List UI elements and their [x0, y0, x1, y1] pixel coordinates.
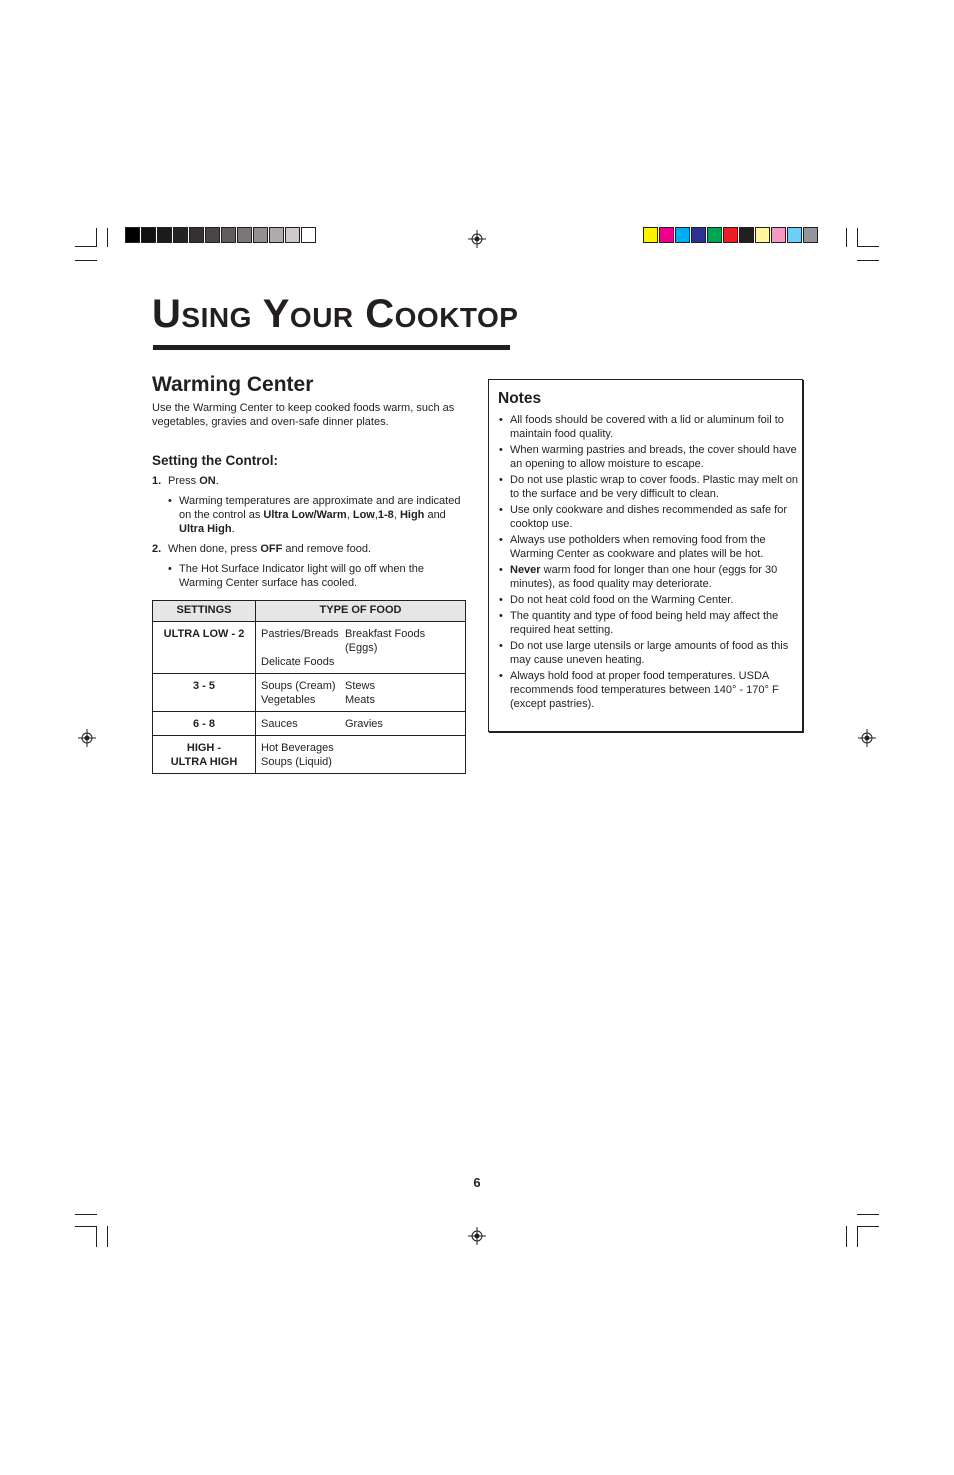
color-swatch — [189, 227, 204, 243]
notes-box — [488, 379, 803, 732]
crop-mark — [846, 1226, 847, 1247]
step-number: 2. — [152, 543, 162, 555]
registration-mark-icon — [858, 729, 876, 747]
color-swatch — [125, 227, 140, 243]
food-cell: Pastries/Breads Breakfast Foods (Eggs) Delicate Foods — [256, 622, 466, 674]
setting-cell: 6 - 8 — [153, 712, 256, 736]
setting-cell: HIGH - ULTRA HIGH — [153, 736, 256, 774]
crop-mark — [107, 228, 108, 247]
crop-mark — [857, 260, 879, 261]
crop-mark — [75, 1226, 97, 1227]
list-item: • Never warm food for longer than one hour (eggs for 30 minutes), as food quality may deteriorate. — [510, 563, 798, 591]
setting-control-heading: Setting the Control: — [152, 453, 278, 468]
color-bar — [643, 227, 819, 243]
table-row — [153, 674, 466, 712]
crop-mark — [857, 1214, 879, 1215]
section-title: Warming Center — [152, 373, 314, 396]
list-item: • Always use potholders when removing food from the Warming Center as cookware and plates will be hot. — [510, 533, 798, 561]
grayscale-bar — [125, 227, 317, 243]
crop-mark — [96, 1226, 97, 1247]
crop-mark — [107, 1226, 108, 1247]
list-item: • Do not use large utensils or large amounts of food as this may cause uneven heating. — [510, 639, 798, 667]
step-1-bullet: • Warming temperatures are approximate and are indicated on the control as Ultra Low/Warm, Low,1-8, High and Ultra High. — [168, 495, 461, 535]
food-cell: Soups (Cream) Stews Vegetables Meats — [256, 674, 466, 712]
notes-list — [510, 413, 798, 713]
crop-mark — [857, 1226, 858, 1247]
page-title: Using Your Cooktop — [152, 292, 519, 336]
list-item: • Use only cookware and dishes recommended as safe for cooktop use. — [510, 503, 798, 531]
crop-mark — [75, 1214, 97, 1215]
crop-mark — [96, 228, 97, 247]
color-swatch — [157, 227, 172, 243]
crop-mark — [75, 260, 97, 261]
color-swatch — [221, 227, 236, 243]
crop-mark — [857, 246, 879, 247]
registration-mark-icon — [468, 1227, 486, 1245]
setting-cell: ULTRA LOW - 2 — [153, 622, 256, 674]
never-label: Never — [510, 564, 541, 576]
food-cell: Hot Beverages Soups (Liquid) — [256, 736, 466, 774]
step-2-bullet: • The Hot Surface Indicator light will go off when the Warming Center surface has cooled. — [168, 563, 424, 589]
list-item: • Do not use plastic wrap to cover foods. Plastic may melt on to the surface and be very difficult to clean. — [510, 473, 798, 501]
color-swatch — [141, 227, 156, 243]
setting-cell: 3 - 5 — [153, 674, 256, 712]
color-swatch — [707, 227, 722, 243]
settings-table — [152, 600, 466, 774]
color-swatch — [205, 227, 220, 243]
color-swatch — [285, 227, 300, 243]
step-number: 1. — [152, 475, 162, 487]
table-row — [153, 622, 466, 674]
color-swatch — [755, 227, 770, 243]
step-1: 1. Press ON. — [152, 475, 219, 487]
table-row — [153, 736, 466, 774]
crop-mark — [846, 228, 847, 247]
color-swatch — [269, 227, 284, 243]
color-swatch — [803, 227, 818, 243]
title-rule — [153, 345, 510, 350]
list-item: • Always hold food at proper food temperatures. USDA recommends food temperatures between 140° - 170° F (except pastries). — [510, 669, 798, 711]
page-number: 6 — [473, 1175, 481, 1190]
color-swatch — [659, 227, 674, 243]
list-item: • The quantity and type of food being held may affect the required heat setting. — [510, 609, 798, 637]
color-swatch — [771, 227, 786, 243]
list-item: • All foods should be covered with a lid or aluminum foil to maintain food quality. — [510, 413, 798, 441]
notes-title: Notes — [498, 390, 542, 407]
registration-mark-icon — [78, 729, 96, 747]
food-cell: Sauces Gravies — [256, 712, 466, 736]
registration-mark-icon — [468, 230, 486, 248]
crop-mark — [75, 246, 97, 247]
color-swatch — [739, 227, 754, 243]
color-swatch — [173, 227, 188, 243]
section-intro: Use the Warming Center to keep cooked foods warm, such as vegetables, gravies and oven-safe dinner plates. — [152, 402, 455, 428]
color-swatch — [237, 227, 252, 243]
color-swatch — [643, 227, 658, 243]
color-swatch — [253, 227, 268, 243]
list-item: • When warming pastries and breads, the cover should have an opening to allow moisture to escape. — [510, 443, 798, 471]
color-swatch — [691, 227, 706, 243]
crop-mark — [857, 228, 858, 247]
crop-mark — [857, 1226, 879, 1227]
color-swatch — [675, 227, 690, 243]
step-2: 2. When done, press OFF and remove food. — [152, 543, 372, 555]
list-item: • Do not heat cold food on the Warming Center. — [510, 593, 798, 607]
color-swatch — [723, 227, 738, 243]
table-header-row — [153, 601, 466, 622]
table-row — [153, 712, 466, 736]
color-swatch — [301, 227, 316, 243]
table-header-settings: SETTINGS — [153, 601, 256, 622]
color-swatch — [787, 227, 802, 243]
table-header-type-of-food: TYPE OF FOOD — [256, 601, 466, 622]
